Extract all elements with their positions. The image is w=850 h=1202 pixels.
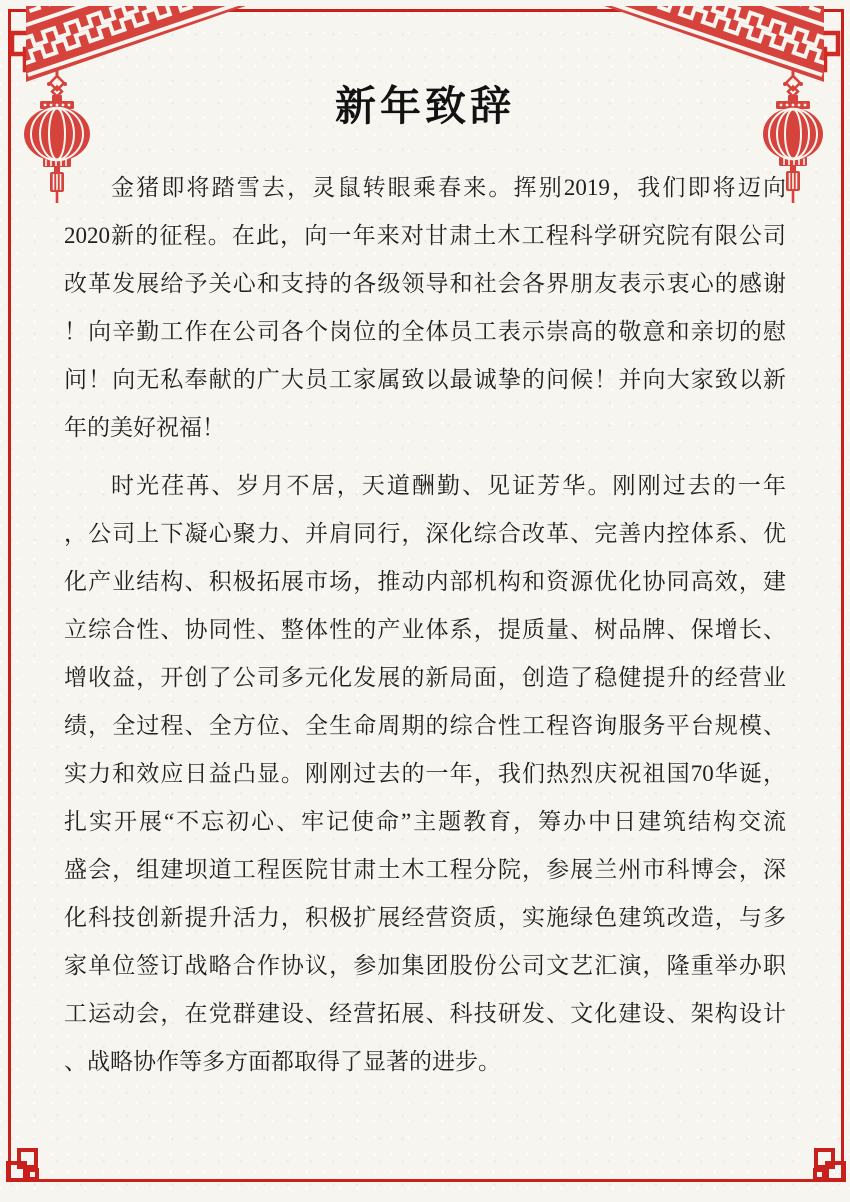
text-line: ，公司上下凝心聚力、并肩同行，深化综合改革、完善内控体系、优 [64, 521, 786, 546]
text-line: 年的美好祝福！ [64, 415, 225, 440]
fretwork-triangle-icon [600, 0, 844, 82]
corner-knot-icon [803, 1145, 849, 1197]
text-line: 化科技创新提升活力，积极扩展经营资质，实施绿色建筑改造，与多 [64, 905, 786, 930]
text-line: ！向辛勤工作在公司各个岗位的全体员工表示崇高的敬意和亲切的慰 [64, 319, 786, 344]
text-line: 扎实开展“不忘初心、牢记使命”主题教育，筹办中日建筑结构交流 [64, 809, 786, 834]
letter-body [64, 164, 786, 1086]
fretwork-triangle-icon [5, 0, 249, 82]
text-line: 增收益，开创了公司多元化发展的新局面，创造了稳健提升的经营业 [64, 665, 786, 690]
text-line: 家单位签订战略合作协议，参加集团股份公司文艺汇演，隆重举办职 [64, 953, 786, 978]
corner-knot-icon [3, 1145, 49, 1197]
text-line: 金猪即将踏雪去，灵鼠转眼乘春来。挥别2019，我们即将迈向 [111, 175, 786, 200]
text-line: 绩，全过程、全方位、全生命周期的综合性工程咨询服务平台规模、 [64, 713, 786, 738]
paragraph [64, 164, 786, 452]
text-line: 实力和效应日益凸显。刚刚过去的一年，我们热烈庆祝祖国70华诞， [64, 761, 786, 786]
text-line: 盛会，组建坝道工程医院甘肃土木工程分院，参展兰州市科博会，深 [64, 857, 786, 882]
text-line: 工运动会，在党群建设、经营拓展、科技研发、文化建设、架构设计 [64, 1001, 786, 1026]
text-line: 化产业结构、积极拓展市场，推动内部机构和资源优化协同高效，建 [64, 569, 786, 594]
text-line: 问！向无私奉献的广大员工家属致以最诚挚的问候！并向大家致以新 [64, 367, 786, 392]
text-line: 立综合性、协同性、整体性的产业体系，提质量、树品牌、保增长、 [64, 617, 786, 642]
text-line: 2020新的征程。在此，向一年来对甘肃土木工程科学研究院有限公司 [64, 223, 786, 248]
text-line: 时光荏苒、岁月不居，天道酬勤、见证芳华。刚刚过去的一年 [111, 473, 786, 498]
page-title: 新年致辞 [335, 83, 515, 129]
paragraph [64, 462, 786, 1086]
text-line: 、战略协作等多方面都取得了显著的进步。 [64, 1049, 501, 1074]
text-line: 改革发展给予关心和支持的各级领导和社会各界朋友表示衷心的感谢 [64, 271, 786, 296]
